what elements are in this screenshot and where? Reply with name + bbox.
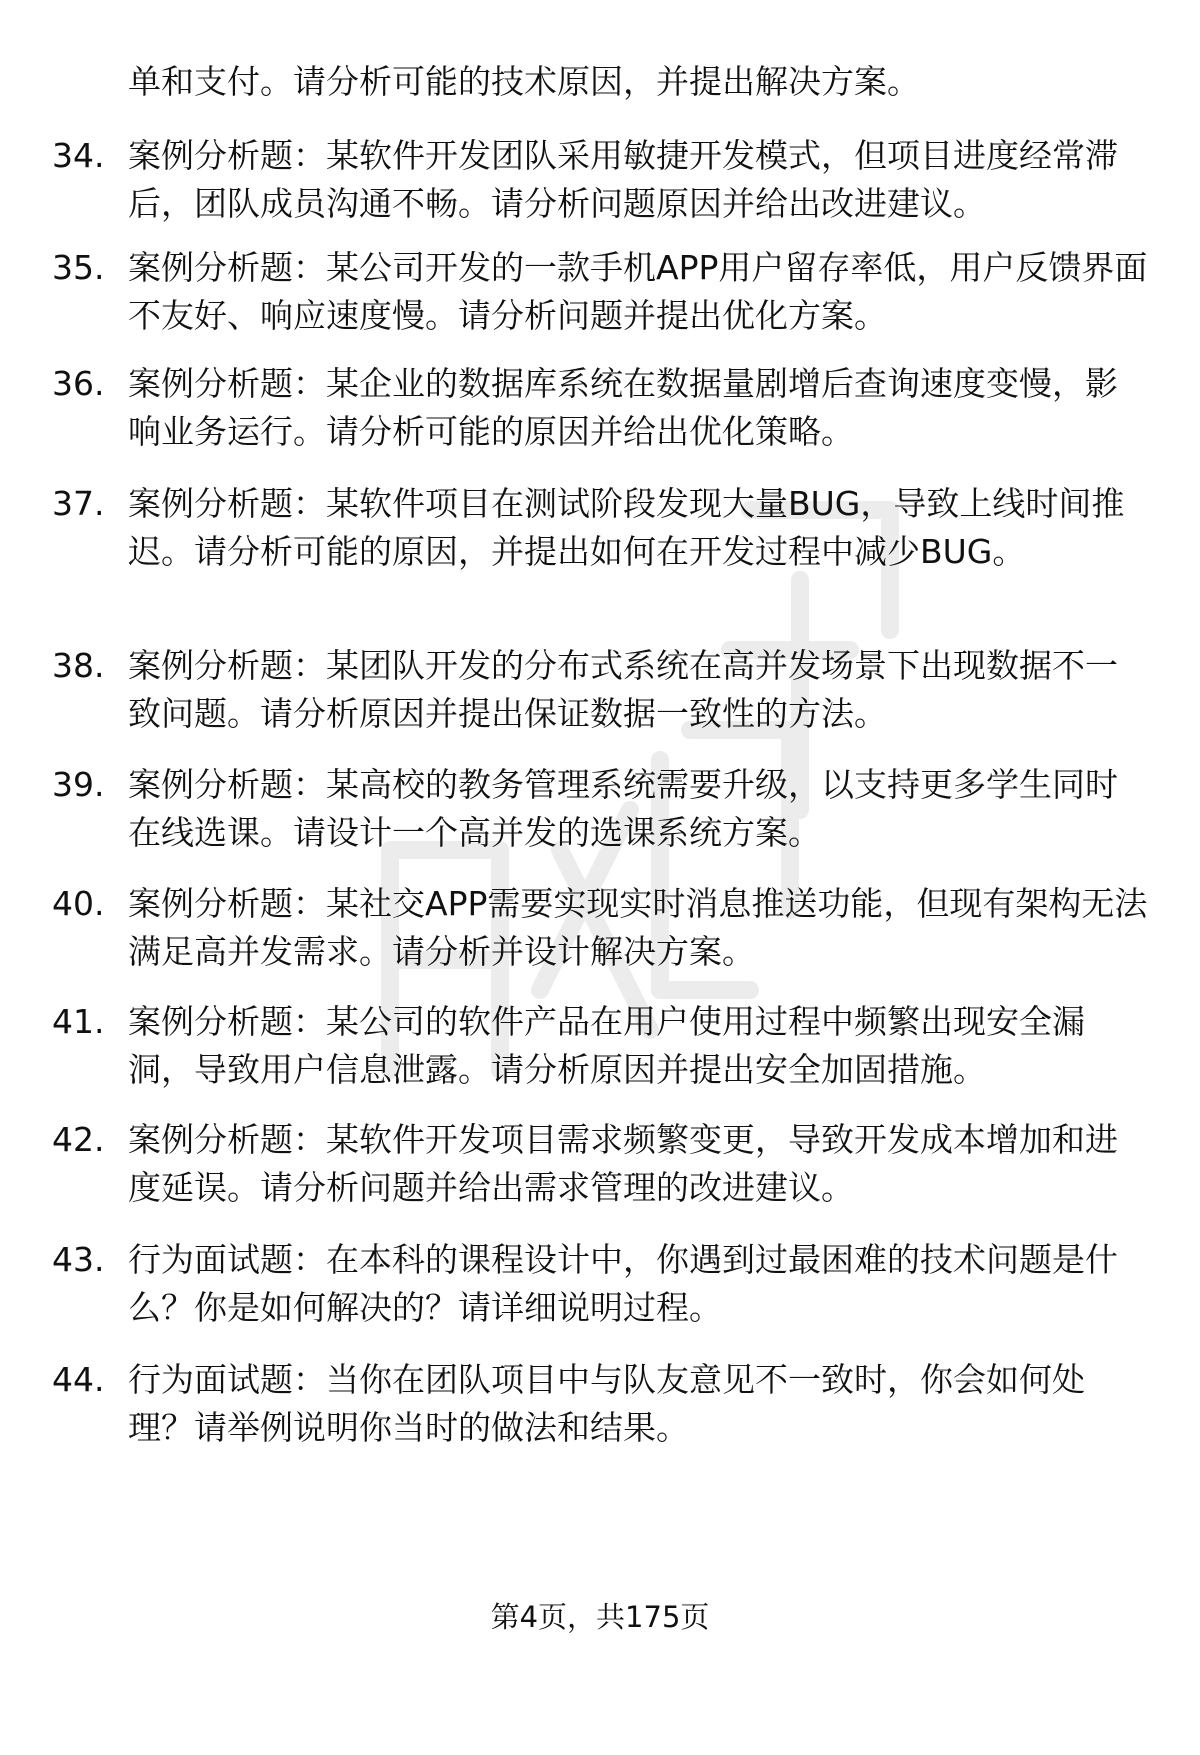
question-number: 34. bbox=[52, 136, 105, 175]
question-text: 案例分析题：某软件项目在测试阶段发现大量BUG，导致上线时间推迟。请分析可能的原因，并提出如何在开发过程中减少BUG。 bbox=[128, 484, 1125, 571]
question-number: 37. bbox=[52, 484, 105, 523]
question-number: 38. bbox=[52, 646, 105, 685]
question-text: 案例分析题：某软件开发团队采用敏捷开发模式，但项目进度经常滞后，团队成员沟通不畅。请分析问题原因并给出改进建议。 bbox=[128, 136, 1118, 223]
page-footer: 第4页，共175页 bbox=[490, 1600, 710, 1634]
question-number: 36. bbox=[52, 364, 105, 403]
question-number: 41. bbox=[52, 1002, 105, 1041]
question-text: 案例分析题：某公司开发的一款手机APP用户留存率低，用户反馈界面不友好、响应速度慢。请分析问题并提出优化方案。 bbox=[128, 248, 1148, 335]
question-text: 案例分析题：某高校的教务管理系统需要升级，以支持更多学生同时在线选课。请设计一个高并发的选课系统方案。 bbox=[128, 765, 1118, 852]
question-text: 案例分析题：某团队开发的分布式系统在高并发场景下出现数据不一致问题。请分析原因并提出保证数据一致性的方法。 bbox=[128, 646, 1118, 733]
question-number: 42. bbox=[52, 1120, 105, 1159]
question-text: 行为面试题：当你在团队项目中与队友意见不一致时，你会如何处理？请举例说明你当时的做法和结果。 bbox=[128, 1360, 1085, 1447]
question-text: 行为面试题：在本科的课程设计中，你遇到过最困难的技术问题是什么？你是如何解决的？请详细说明过程。 bbox=[128, 1240, 1118, 1327]
question-number: 40. bbox=[52, 884, 105, 923]
question-text: 案例分析题：某社交APP需要实现实时消息推送功能，但现有架构无法满足高并发需求。请分析并设计解决方案。 bbox=[128, 884, 1148, 971]
question-text: 案例分析题：某软件开发项目需求频繁变更，导致开发成本增加和进度延误。请分析问题并给出需求管理的改进建议。 bbox=[128, 1120, 1118, 1207]
question-number: 44. bbox=[52, 1360, 105, 1399]
question-text: 案例分析题：某企业的数据库系统在数据量剧增后查询速度变慢，影响业务运行。请分析可能的原因并给出优化策略。 bbox=[128, 364, 1118, 451]
question-text: 案例分析题：某公司的软件产品在用户使用过程中频繁出现安全漏洞，导致用户信息泄露。请分析原因并提出安全加固措施。 bbox=[128, 1002, 1085, 1089]
question-number: 35. bbox=[52, 248, 105, 287]
continuation-text: 单和支付。请分析可能的技术原因，并提出解决方案。 bbox=[128, 62, 920, 101]
question-number: 39. bbox=[52, 765, 105, 804]
question-number: 43. bbox=[52, 1240, 105, 1279]
